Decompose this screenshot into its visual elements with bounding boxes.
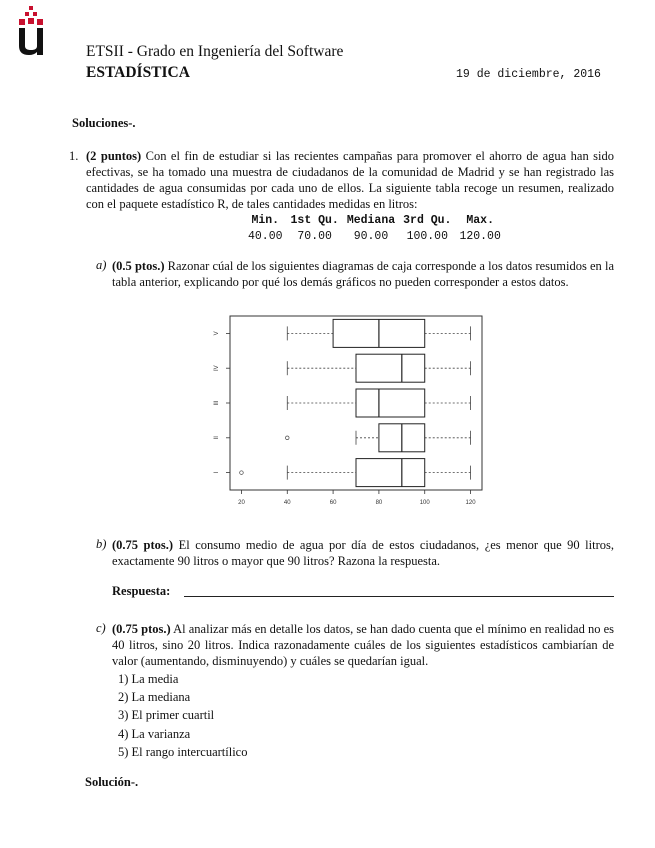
y-tick-label-iii: III xyxy=(214,400,220,406)
list-item: 4) La varianza xyxy=(118,726,191,741)
course-line: ETSII - Grado en Ingeniería del Software xyxy=(86,43,344,60)
x-tick-label-40: 40 xyxy=(283,500,291,506)
list-item: 3) El primer cuartil xyxy=(118,708,215,723)
part-a-label: a) xyxy=(96,258,107,272)
list-item: 2) La mediana xyxy=(118,690,191,705)
y-tick-label-i: I xyxy=(214,471,220,474)
university-logo xyxy=(18,6,44,56)
value-max: 120.00 xyxy=(459,230,501,243)
question-1-text xyxy=(86,148,614,212)
answer-label: Respuesta: xyxy=(112,584,171,598)
list-item: 5) El rango intercuartílico xyxy=(118,744,248,759)
question-number: 1. xyxy=(69,149,79,163)
header-median: Mediana xyxy=(346,214,396,227)
box-i-outlier xyxy=(240,471,244,475)
value-min: 40.00 xyxy=(248,230,283,243)
summary-table-header xyxy=(248,213,509,229)
part-a-text xyxy=(112,258,614,290)
summary-table xyxy=(248,213,509,245)
y-tick-label-iv: IV xyxy=(214,365,220,372)
part-c-body: Al analizar más en detalle los datos, se han dado cuenta que el mínimo en realidad no es 40 litros, sino 20 litros. Indica razonadamente cuáles de los siguientes estadísticos cambiarían de valor (aumentando, disminuyendo) y cuáles se quedarían igual. xyxy=(112,622,614,668)
list-item: 1) La media xyxy=(118,672,179,686)
box-i-box xyxy=(356,459,425,487)
value-q1: 70.00 xyxy=(297,230,332,243)
part-b-label: b) xyxy=(96,537,107,551)
x-tick-label-20: 20 xyxy=(238,500,245,506)
box-iii-box xyxy=(356,389,425,417)
x-tick-label-60: 60 xyxy=(329,500,337,506)
x-tick-label-100: 100 xyxy=(419,500,430,506)
part-c-text xyxy=(112,621,614,669)
statistics-list xyxy=(118,670,247,761)
boxplot-chart xyxy=(214,312,486,522)
header-max: Max. xyxy=(466,214,494,227)
part-a-body: Razonar cúal de los siguientes diagramas de caja corresponde a los datos resumidos en la tabla anterior, explicando por qué los demás gráficos no pueden corresponder a estos datos. xyxy=(112,259,614,289)
part-c-points: (0.75 ptos.) xyxy=(112,622,171,636)
header-q3: 3rd Qu. xyxy=(403,214,452,227)
solutions-heading: Soluciones-. xyxy=(72,116,136,130)
y-tick-label-ii: II xyxy=(214,436,220,440)
header-min: Min. xyxy=(251,214,280,227)
question-1-body: Con el fin de estudiar si las recientes campañas para promover el ahorro de agua han sido efectivas, se ha tomado una muestra de ciudadanos de la comunidad de Madrid y se han registrado las cantidades de agua consumidas por cada uno de ellos. La siguiente tabla recoge un resumen, realizado con el paquete estadístico R, de tales cantidades medidas en litros: xyxy=(86,149,614,211)
part-b-points: (0.75 ptos.) xyxy=(112,538,174,552)
question-1-points: (2 puntos) xyxy=(86,149,142,163)
answer-line[interactable] xyxy=(184,596,614,597)
part-b-text xyxy=(112,537,614,569)
part-a-points: (0.5 ptos.) xyxy=(112,259,165,273)
value-median: 90.00 xyxy=(353,230,389,243)
value-q3: 100.00 xyxy=(406,230,448,243)
x-tick-label-120: 120 xyxy=(465,500,476,506)
exam-date: 19 de diciembre, 2016 xyxy=(456,68,601,81)
header-q1: 1st Qu. xyxy=(290,214,339,227)
y-tick-label-v: V xyxy=(214,331,220,336)
box-iv-box xyxy=(356,354,425,382)
box-ii-outlier xyxy=(285,436,289,440)
subject-title: ESTADÍSTICA xyxy=(86,64,190,81)
part-b-body: El consumo medio de agua por día de estos ciudadanos, ¿es menor que 90 litros, exactamente 90 litros o mayor que 90 litros? Razona la respuesta. xyxy=(112,538,615,568)
x-tick-label-80: 80 xyxy=(375,500,383,506)
part-c-label: c) xyxy=(96,621,106,635)
summary-table-values xyxy=(248,229,509,245)
solution-heading: Solución-. xyxy=(85,775,139,789)
